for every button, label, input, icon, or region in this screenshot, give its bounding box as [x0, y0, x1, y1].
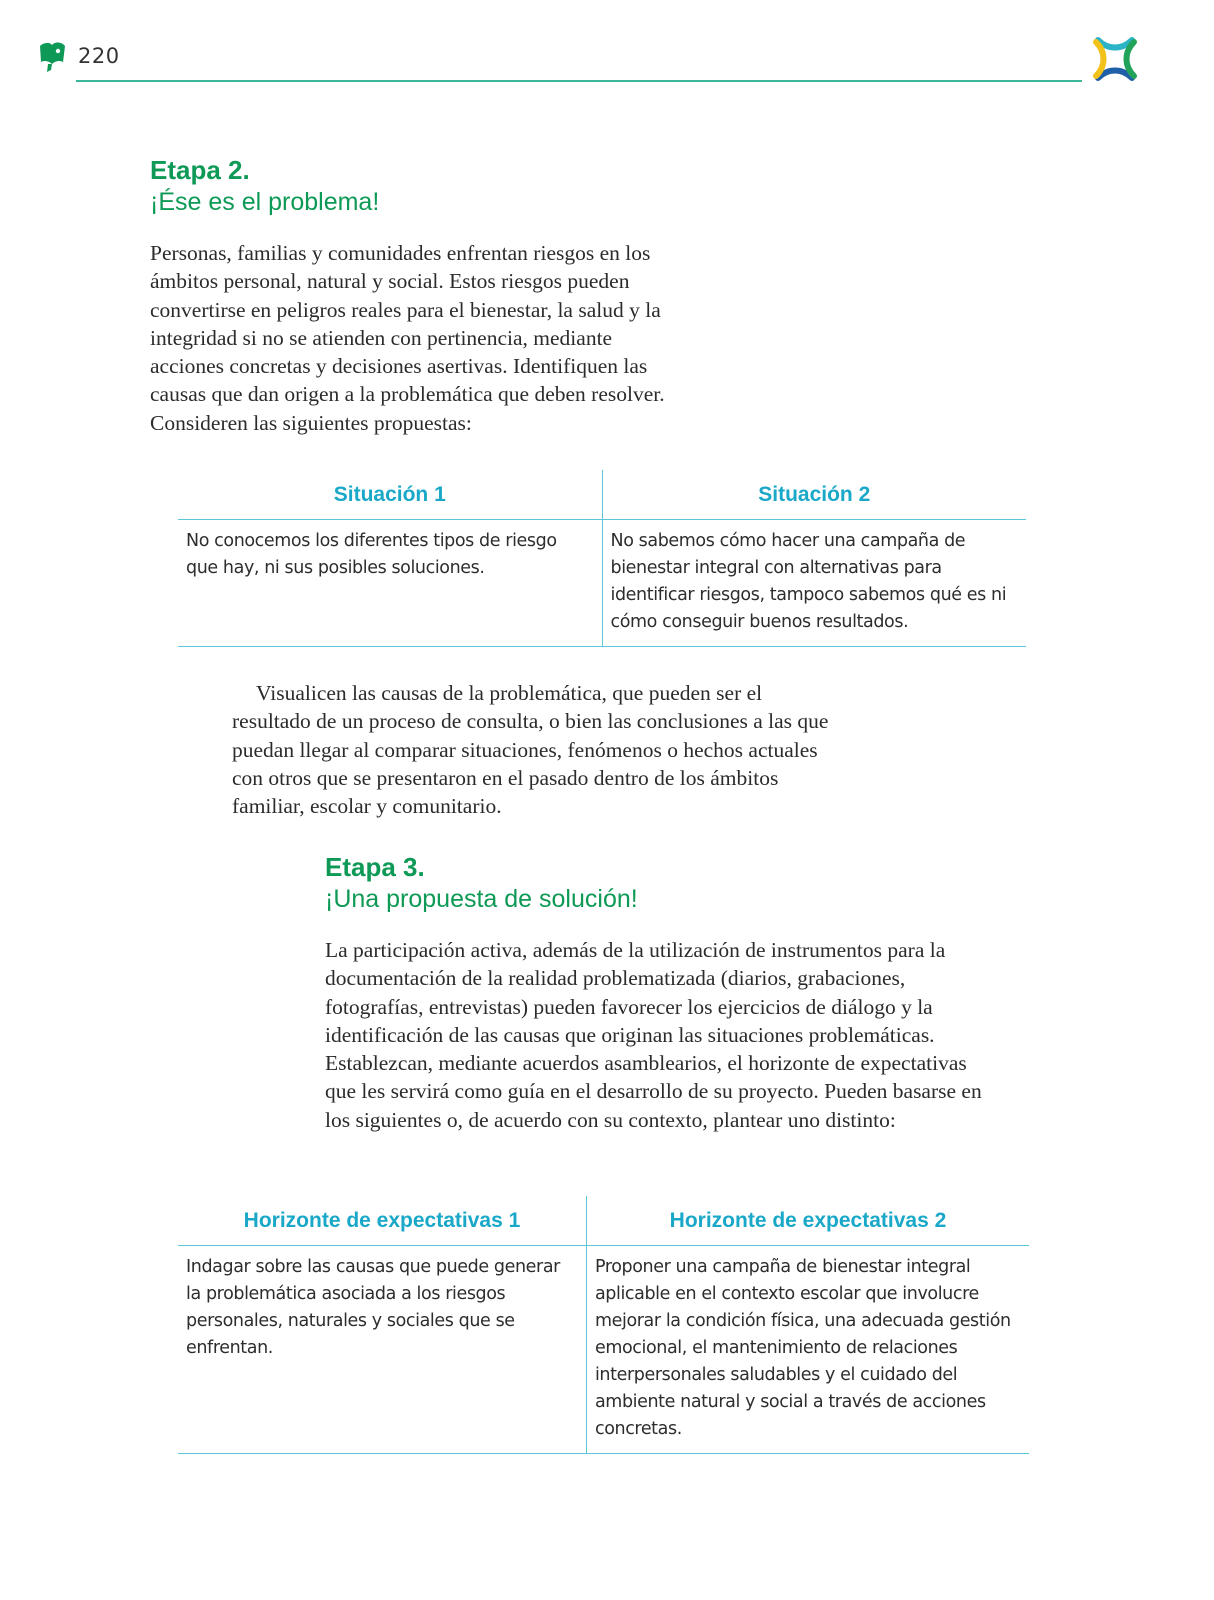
stage-3-paragraph: La participación activa, además de la utilización de instrumentos para la documentación de la realidad problematizada (diarios, grabaciones, fotografías, entrevistas) pueden favorecer los ejercicios de diálogo y la identificación de las causas que originan las situaciones problemáticas. Establezcan, mediante acuerdos asamblearios, el horizonte de expectativas que les servirá como guía en el desarrollo de su proyecto. Pueden basarse en los siguientes o, de acuerdo con su contexto, plantear uno distinto: [325, 938, 982, 1132]
stage-2-subtitle: ¡Ése es el problema! [150, 188, 380, 216]
stage-3-subtitle: ¡Una propuesta de solución! [325, 885, 638, 913]
expectation-2-header: Horizonte de expectativas 2 [586, 1196, 1029, 1246]
stage-3-title: Etapa 3. [325, 852, 425, 882]
table-row [178, 1246, 1029, 1454]
stage-2-title: Etapa 2. [150, 155, 250, 185]
green-book-mascot-icon [36, 40, 68, 74]
expectation-1-header: Horizonte de expectativas 1 [178, 1196, 586, 1246]
visualize-paragraph: Visualicen las causas de la problemática, que pueden ser el resultado de un proceso de consulta, o bien las conclusiones a las que puedan llegar al comparar situaciones, fenómenos o hechos actuales con otros que se presentaron en el pasado dentro de los ámbitos familiar, escolar y comunitario. [232, 681, 829, 819]
header-rule [76, 80, 1082, 82]
situation-1-header: Situación 1 [178, 470, 602, 520]
stage-3-heading [325, 851, 638, 915]
page-number: 220 [78, 44, 120, 68]
table-header-row [178, 470, 1026, 520]
stage-2-heading [150, 154, 379, 218]
table-row [178, 520, 1026, 647]
stage-2-paragraph: Personas, familias y comunidades enfrentan riesgos en los ámbitos personal, natural y social. Estos riesgos pueden convertirse en peligros reales para el bienestar, la salud y la integridad si no se atienden con pertinencia, mediante acciones concretas y decisiones asertivas. Identifiquen las causas que dan origen a la problemática que deben resolver. Consideren las siguientes propuestas: [150, 241, 665, 435]
situations-table [178, 470, 1026, 647]
colored-people-circle-logo [1090, 34, 1140, 84]
situation-1-cell: No conocemos los diferentes tipos de riesgo que hay, ni sus posibles soluciones. [178, 520, 602, 647]
situation-2-header: Situación 2 [602, 470, 1026, 520]
expectation-2-cell: Proponer una campaña de bienestar integral aplicable en el contexto escolar que involucre mejorar la condición física, una adecuada gestión emocional, el mantenimiento de relaciones interpersonales saludables y el cuidado del ambiente natural y social a través de acciones concretas. [586, 1246, 1029, 1454]
table-header-row [178, 1196, 1029, 1246]
expectation-1-cell: Indagar sobre las causas que puede generar la problemática asociada a los riesgos personales, naturales y sociales que se enfrentan. [178, 1246, 586, 1454]
situation-2-cell: No sabemos cómo hacer una campaña de bienestar integral con alternativas para identificar riesgos, tampoco sabemos qué es ni cómo conseguir buenos resultados. [602, 520, 1026, 647]
expectations-table [178, 1196, 1029, 1454]
